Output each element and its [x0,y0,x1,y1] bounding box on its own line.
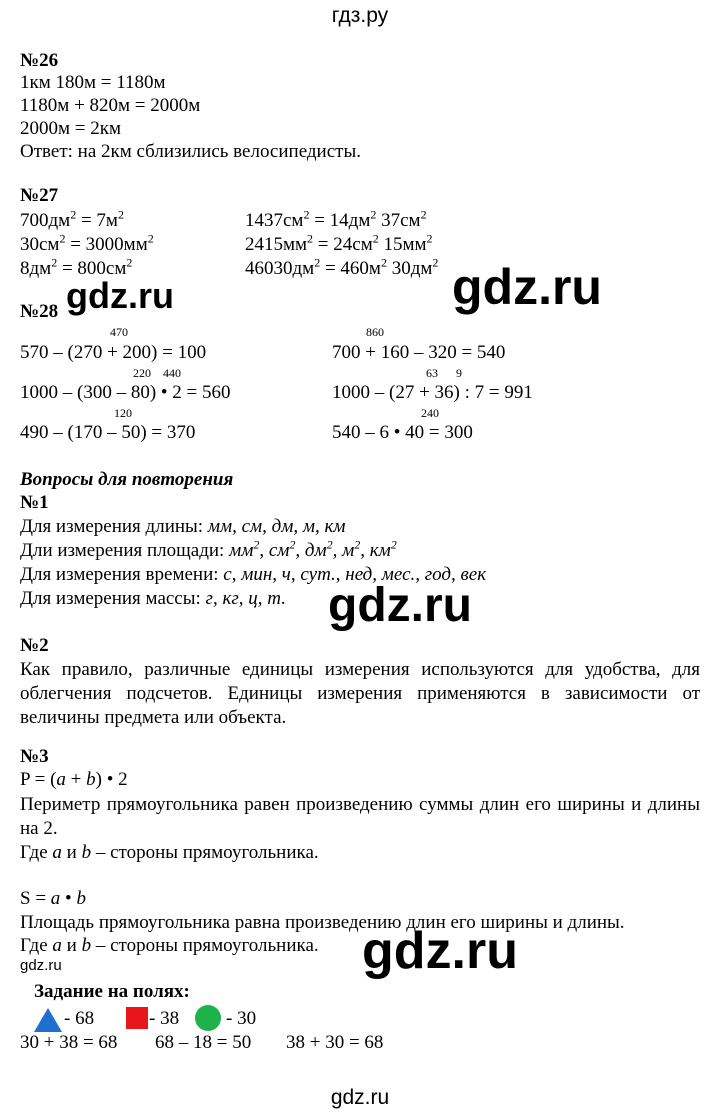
q1-title: №1 [20,492,49,513]
q3-title: №3 [20,746,49,767]
margin-task-heading: Задание на полях: [34,981,190,1002]
site-header: гдз.ру [331,4,389,27]
q3-perimeter-formula: P = (a + b) • 2 [20,769,128,790]
q3-area-text: Площадь прямоугольника равна произведению длин его ширины и длины. [20,912,625,933]
watermark: gdz.ru [452,259,602,315]
n26-line: 1180м + 820м = 2000м [20,95,201,116]
margin-task-equation: 68 – 18 = 50 [155,1032,252,1053]
triangle-icon [34,1008,62,1032]
n26-line: 1км 180м = 1180м [20,72,166,93]
n28-expression: 1000 – (300 – 80) • 2 = 560 [20,382,231,403]
n28-hint: 120 [114,406,132,420]
watermark: gdz.ru [362,922,518,980]
n28-hint: 63 9 [426,366,462,380]
q2-text: Как правило, различные единицы измерения используются для удобства, для облегчения подсчетов. Единицы измерения применяются в зависимости от величины предмета или объекта. [20,659,700,728]
n28-expression: 570 – (270 + 200) = 100 [20,342,207,363]
q3-perimeter-text: Периметр прямоугольника равен произведению суммы длин его ширины и длины на 2. [20,794,700,839]
q1-area-line: Дли измерения площади: $мм^2$, $см^2$, $дм^2$, $м^2$, $км^2$ [20,537,397,561]
n28-hint: 470 [110,325,128,339]
n27-title: №27 [20,185,59,206]
n28-hint: 220 440 [133,366,181,380]
n28-expression: 1000 – (27 + 36) : 7 = 991 [332,382,533,403]
watermark-small: gdz.ru [20,957,62,974]
n26-line: 2000м = 2км [20,118,121,139]
n27-left-line: $30см^2 = 3000мм^2$ [20,231,154,255]
review-heading: Вопросы для повторения [20,469,234,490]
watermark: gdz.ru [328,579,472,632]
n27-left-line: $8дм^2 = 800см^2$ [20,255,133,279]
n28-expression: 490 – (170 – 50) = 370 [20,422,196,443]
square-icon [126,1007,148,1029]
n28-title: №28 [20,301,59,322]
n27-right-line: $1437см^2 = 14дм^2$ $37см^2$ [245,207,427,231]
n27-right-line: $2415мм^2 = 24см^2$ $15мм^2$ [245,231,433,255]
q3-where: Где a и b – стороны прямоугольника. [20,935,319,956]
margin-task-equation: 30 + 38 = 68 [20,1032,118,1053]
n27-right-line: $46030дм^2 = 460м^2$ $30дм^2$ [245,255,439,279]
q3-area-formula: S = a • b [20,888,86,909]
q2-title: №2 [20,635,49,656]
n28-hint: 860 [366,325,384,339]
circle-icon [195,1005,221,1031]
n28-expression: 700 + 160 – 320 = 540 [332,342,506,363]
n28-expression: 540 – 6 • 40 = 300 [332,422,473,443]
q1-mass-line: Для измерения массы: г, кг, ц, т. [20,588,286,609]
q1-time-line: Для измерения времени: с, мин, ч, сут., нед, мес., год, век [20,564,487,585]
n26-line: Ответ: на 2км сблизились велосипедисты. [20,141,361,162]
n26-title: №26 [20,50,59,71]
q3-where: Где a и b – стороны прямоугольника. [20,842,319,863]
triangle-value: - 68 [64,1008,95,1029]
site-footer: gdz.ru [330,1086,390,1109]
circle-value: - 30 [226,1008,257,1029]
q1-length-line: Для измерения длины: мм, см, дм, м, км [20,516,346,537]
margin-task-equation: 38 + 30 = 68 [286,1032,384,1053]
square-value: - 38 [149,1008,180,1029]
watermark: gdz.ru [66,275,174,316]
n27-left-line: $700дм^2 = 7м^2$ [20,207,124,231]
n28-hint: 240 [421,406,439,420]
